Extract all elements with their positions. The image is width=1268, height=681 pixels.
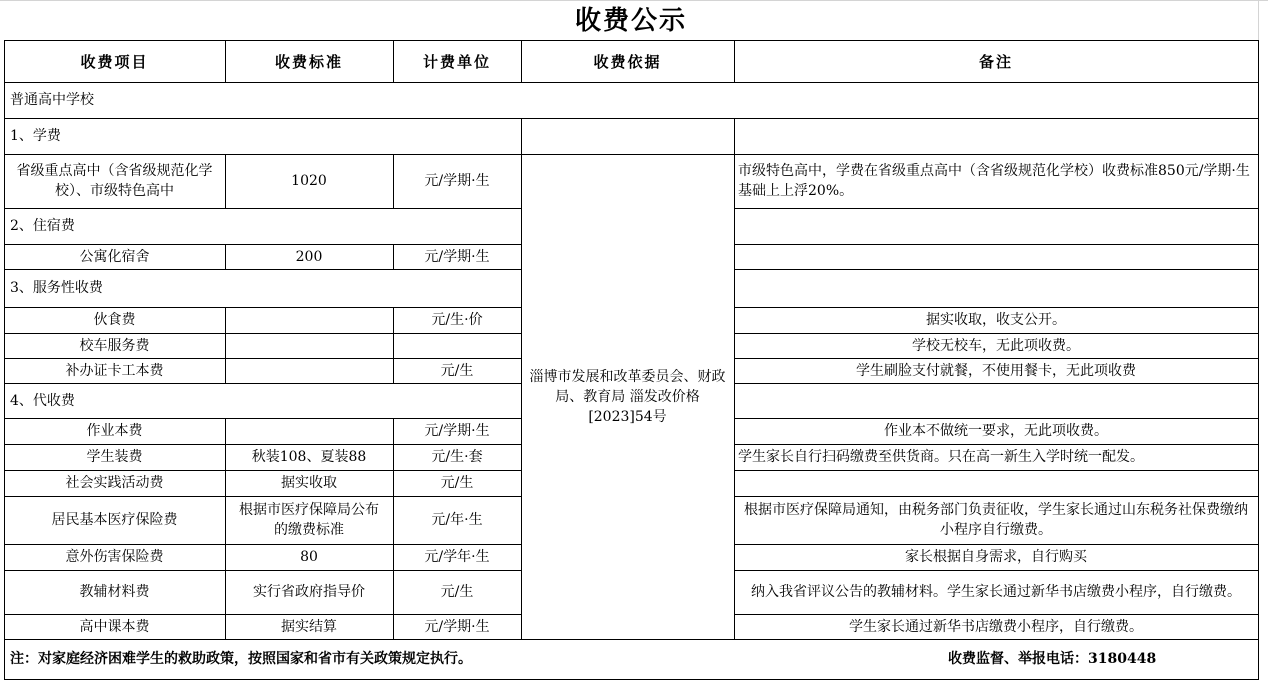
- table-row-standard: 200: [295, 248, 323, 265]
- footer-hotline: 收费监督、举报电话：3180448: [948, 651, 1157, 667]
- table-row-item: 公寓化宿舍: [79, 248, 150, 265]
- table-row-remark: 据实收取，收支公开。: [926, 312, 1066, 328]
- table-row-standard: [225, 307, 393, 333]
- table-row-unit: 元/学期·生: [424, 173, 490, 189]
- table-row-item: 省级重点高中（含省级规范化学校）、市级特色高中: [16, 163, 213, 199]
- header-remark: 备注: [978, 52, 1013, 71]
- table-row-standard: 80: [300, 549, 318, 565]
- table-row-standard: 实行省政府指导价: [253, 584, 365, 600]
- section-service: 3、服务性收费: [10, 280, 103, 296]
- header-standard: 收费标准: [274, 52, 343, 71]
- table-row-standard: 据实收取: [281, 475, 337, 491]
- footer-note: 注：对家庭经济困难学生的救助政策，按照国家和省市有关政策规定执行。: [10, 651, 472, 667]
- header-unit: 计费单位: [422, 52, 491, 71]
- header-basis: 收费依据: [593, 52, 662, 71]
- table-row-remark: 作业本不做统一要求，无此项收费。: [884, 423, 1108, 439]
- table-row-unit: 元/生: [440, 475, 474, 491]
- section-collection: 4、代收费: [10, 392, 75, 409]
- table-row-remark: 学生家长自行扫码缴费至供货商。只在高一新生入学时统一配发。: [738, 449, 1144, 465]
- fee-basis: 淄博市发展和改革委员会、财政局、教育局 淄发改价格[2023]54号: [529, 368, 726, 425]
- header-item: 收费项目: [80, 52, 149, 71]
- table-row-unit: [393, 333, 521, 358]
- table-row-remark: 家长根据自身需求，自行购买: [905, 549, 1087, 565]
- table-row-unit: 元/生: [440, 584, 474, 600]
- table-row-item: 补办证卡工本费: [65, 362, 164, 379]
- table-row-standard: 据实结算: [281, 618, 337, 635]
- table-row-unit: 元/生: [440, 362, 474, 379]
- table-row-item: 教辅材料费: [79, 584, 150, 600]
- school-type: 普通高中学校: [10, 92, 94, 108]
- page-title: 收费公示: [574, 6, 687, 36]
- table-row-item: 作业本费: [86, 423, 143, 439]
- table-row-standard: [225, 333, 393, 358]
- table-row-standard: 根据市医疗保障局公布的缴费标准: [239, 502, 379, 538]
- table-row-unit: 元/生·套: [431, 449, 483, 465]
- table-row-remark: 学校无校车，无此项收费。: [912, 337, 1080, 354]
- table-row-standard: [225, 418, 393, 444]
- table-row-unit: 元/学年·生: [424, 549, 490, 565]
- table-row-remark: 纳入我省评议公告的教辅材料。学生家长通过新华书店缴费小程序，自行缴费。: [751, 584, 1241, 600]
- table-row-remark: [734, 244, 1258, 269]
- table-row-remark: 学生刷脸支付就餐，不使用餐卡，无此项收费: [856, 362, 1136, 379]
- table-row-unit: 元/学期·生: [424, 618, 490, 635]
- table-row-item: 伙食费: [93, 312, 136, 328]
- table-row-item: 校车服务费: [79, 337, 150, 354]
- table-row-remark: 市级特色高中，学费在省级重点高中（含省级规范化学校）收费标准850元/学期·生基础上上浮20%。: [738, 163, 1250, 199]
- table-row-unit: 元/学期·生: [424, 248, 490, 265]
- section-tuition: 1、学费: [10, 128, 61, 144]
- table-row-standard: [225, 358, 393, 383]
- table-row-item: 学生装费: [86, 449, 143, 465]
- table-row-unit: 元/生·价: [431, 312, 483, 328]
- table-row-unit: 元/年·生: [431, 512, 483, 528]
- section-lodging: 2、住宿费: [10, 218, 75, 234]
- table-row-remark: [734, 470, 1258, 496]
- table-row-item: 意外伤害保险费: [65, 549, 164, 565]
- table-row-standard: 秋装108、夏装88: [251, 449, 367, 465]
- table-row-remark: 学生家长通过新华书店缴费小程序，自行缴费。: [849, 618, 1143, 635]
- table-row-remark: 根据市医疗保障局通知，由税务部门负责征收，学生家长通过山东税务社保费缴纳小程序自行缴费。: [744, 502, 1248, 538]
- table-row-item: 社会实践活动费: [65, 475, 164, 491]
- table-row-item: 高中课本费: [79, 618, 150, 635]
- table-row-unit: 元/学期·生: [424, 423, 490, 439]
- table-row-item: 居民基本医疗保险费: [51, 512, 178, 528]
- table-row-standard: 1020: [291, 173, 327, 189]
